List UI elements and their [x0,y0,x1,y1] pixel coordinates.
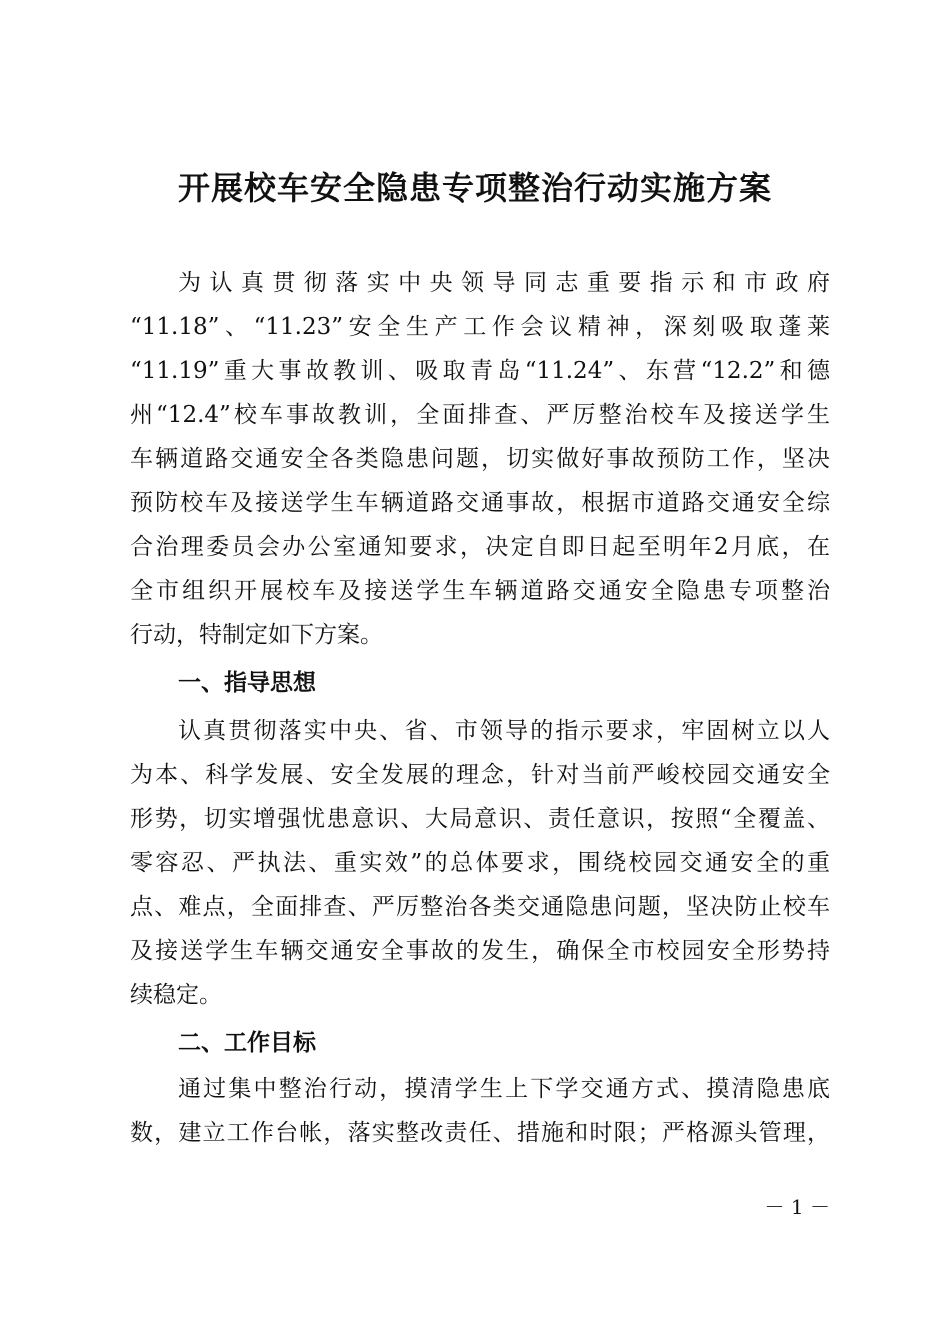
intro-line-5: 车辆道路交通安全各类隐患问题，切实做好事故预防工作，坚决 [130,446,830,472]
intro-line-6: 预防校车及接送学生车辆道路交通事故，根据市道路交通安全综 [130,490,830,516]
section1-line-6: 及接送学生车辆交通安全事故的发生，确保全市校园安全形势持 [130,938,830,964]
section2-line-1: 通过集中整治行动，摸清学生上下学交通方式、摸清隐患底 [178,1076,830,1102]
intro-line-4: 州“12.4”校车事故教训，全面排查、严厉整治校车及接送学生 [130,402,830,428]
section1-line-7: 续稳定。 [130,982,222,1008]
section1-line-1: 认真贯彻落实中央、省、市领导的指示要求，牢固树立以人 [178,718,830,744]
section1-line-4: 零容忍、严执法、重实效”的总体要求，围绕校园交通安全的重 [130,850,830,876]
section-heading-work-goals: 二、工作目标 [178,1030,316,1056]
intro-line-9: 行动，特制定如下方案。 [130,622,383,648]
intro-line-1: 为认真贯彻落实中央领导同志重要指示和市政府 [178,270,830,296]
intro-line-7: 合治理委员会办公室通知要求，决定自即日起至明年2月底，在 [130,534,830,560]
intro-line-8: 全市组织开展校车及接送学生车辆道路交通安全隐患专项整治 [130,578,830,604]
section2-line-2: 数，建立工作台帐，落实整改责任、措施和时限；严格源头管理， [130,1120,830,1146]
section1-line-2: 为本、科学发展、安全发展的理念，针对当前严峻校园交通安全 [130,762,830,788]
page-number: － 1 － [764,1195,830,1219]
section-heading-guiding-ideology: 一、指导思想 [178,670,316,696]
section1-line-3: 形势，切实增强忧患意识、大局意识、责任意识，按照“全覆盖、 [130,806,830,832]
intro-line-2: “11.18”、“11.23”安全生产工作会议精神，深刻吸取蓬莱 [130,314,830,340]
section1-line-5: 点、难点，全面排查、严厉整治各类交通隐患问题，坚决防止校车 [130,894,830,920]
intro-line-3: “11.19”重大事故教训、吸取青岛“11.24”、东营“12.2”和德 [130,358,830,384]
document-title: 开展校车安全隐患专项整治行动实施方案 [177,169,772,207]
